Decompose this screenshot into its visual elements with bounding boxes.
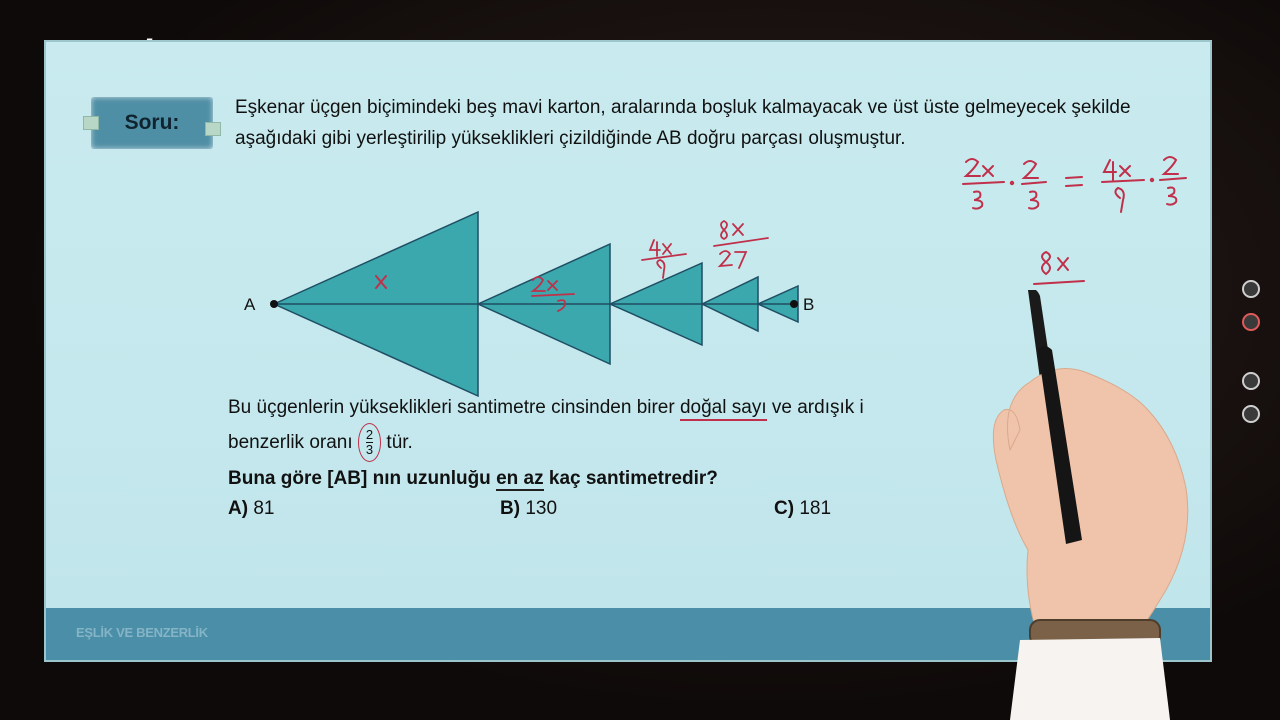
board-eraser-icon[interactable] xyxy=(1242,372,1260,390)
board-red-pen-icon[interactable] xyxy=(1242,313,1260,331)
q2-part-c: ve ardışık i xyxy=(766,397,864,418)
choice-a[interactable] xyxy=(228,498,274,520)
question-badge xyxy=(91,97,213,149)
question-prompt xyxy=(228,463,718,494)
triangle-diagram xyxy=(236,210,836,410)
point-a-dot xyxy=(270,300,278,308)
choice-a-letter: A) xyxy=(228,498,249,519)
ratio-numerator: 2 xyxy=(365,427,374,443)
board-pen-icon[interactable] xyxy=(1242,280,1260,298)
q2-part-a: Bu üçgenlerin yükseklikleri santimetre cinsinden birer xyxy=(228,397,680,418)
sleeve xyxy=(1010,638,1170,720)
question-line-2 xyxy=(228,392,1048,423)
choice-a-value: 81 xyxy=(253,498,275,519)
choice-b-value: 130 xyxy=(525,498,558,519)
handwritten-8x-over-27 xyxy=(714,221,768,268)
q4-part-c: kaç santimetredir? xyxy=(543,468,718,489)
ratio-fraction xyxy=(358,423,381,462)
question-intro: Eşkenar üçgen biçimindeki beş mavi karton, aralarında boşluk kalmayacak ve üst üste gelmeyecek şekilde aşağıdaki gibi yerleştirilip yükseklikleri çizildiğinde AB doğru parçası oluşmuştur. xyxy=(235,97,1131,149)
handwritten-8x-note xyxy=(1034,252,1084,284)
point-a-label: A xyxy=(244,295,256,314)
point-b-label: B xyxy=(803,295,815,314)
q4-underlined: en az xyxy=(496,468,544,489)
q3-part-a: benzerlik oranı xyxy=(228,432,358,453)
choice-c-letter: C) xyxy=(774,498,795,519)
q3-part-b: tür. xyxy=(381,432,413,453)
choice-b[interactable] xyxy=(500,498,557,520)
question-badge-label: Soru: xyxy=(124,111,180,134)
choice-b-letter: B) xyxy=(500,498,521,519)
choice-c-value: 181 xyxy=(799,498,832,519)
point-b-dot xyxy=(790,300,798,308)
q2-underlined: doğal sayı xyxy=(680,397,767,421)
ratio-denominator: 3 xyxy=(365,442,374,458)
presenter-hand xyxy=(980,290,1200,720)
hand-skin xyxy=(993,369,1187,630)
choice-c[interactable] xyxy=(774,498,831,520)
footer-label: EŞLİK VE BENZERLİK xyxy=(76,625,208,640)
q4-part-a: Buna göre [AB] nın uzunluğu xyxy=(228,468,497,489)
board-settings-icon[interactable] xyxy=(1242,405,1260,423)
question-line-3 xyxy=(228,427,413,458)
